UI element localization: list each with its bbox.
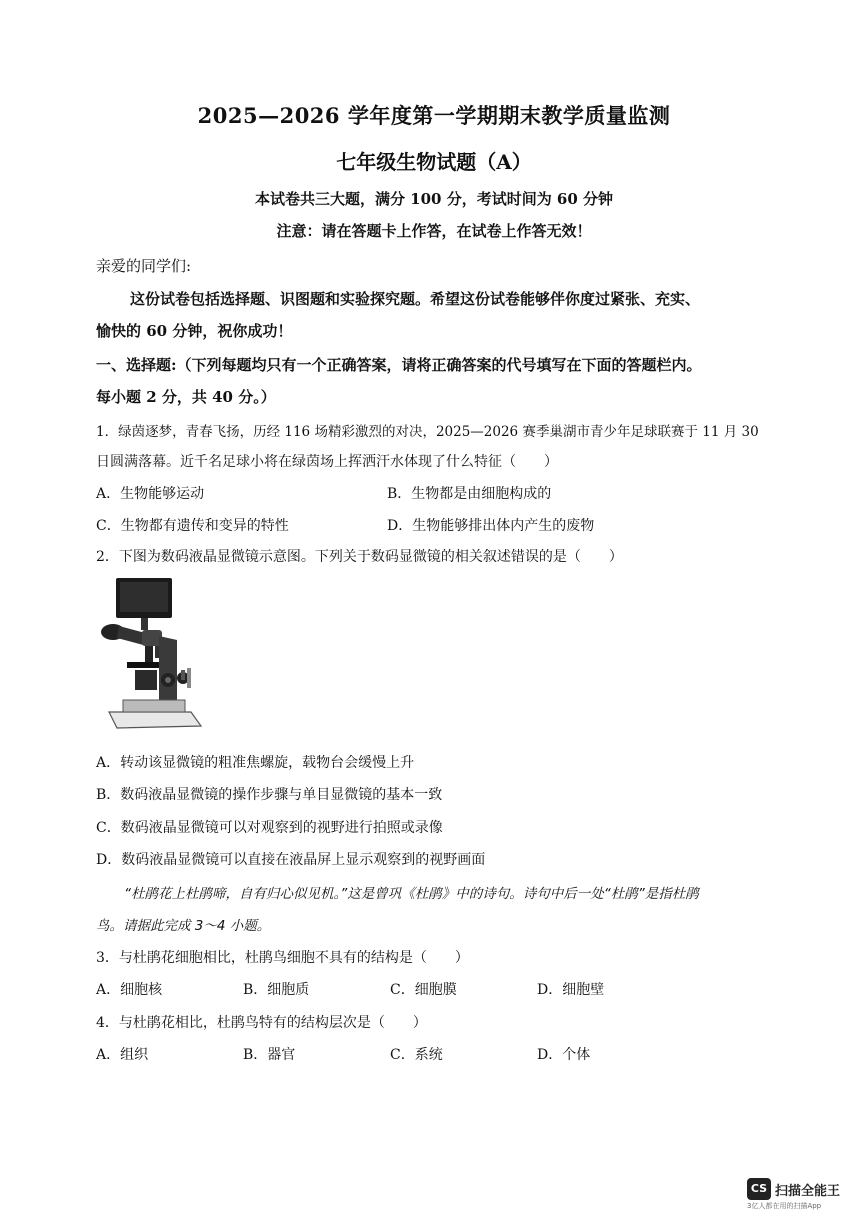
q2-option-d: D．数码液晶显微镜可以直接在液晶屏上显示观察到的视野画面 xyxy=(96,852,486,868)
section-1-scoring: 每小题 2 分，共 40 分。） xyxy=(96,388,276,406)
q2-option-b: B．数码液晶显微镜的操作步骤与单目显微镜的基本一致 xyxy=(96,787,443,803)
intro-line-2: 愉快的 60 分钟，祝你成功！ xyxy=(96,322,293,340)
watermark-tagline: 3亿人都在用的扫描App xyxy=(747,1202,822,1210)
exam-title: 2025—2026 学年度第一学期期末教学质量监测 xyxy=(197,103,671,128)
q3-option-a: A．细胞核 xyxy=(96,982,163,998)
q4-option-b: B．器官 xyxy=(243,1047,296,1063)
q2-stem: 2．下图为数码液晶显微镜示意图。下列关于数码显微镜的相关叙述错误的是（ ） xyxy=(96,549,623,565)
poem-passage-line-1: “杜鹃花上杜鹃啼，自有归心似见机。”这是曾巩《杜鹃》中的诗句。诗句中后一处“杜鹃”是指杜鹃 xyxy=(124,886,699,902)
q1-option-c: C．生物都有遗传和变异的特性 xyxy=(96,518,289,534)
q2-option-a: A．转动该显微镜的粗准焦螺旋，载物台会缓慢上升 xyxy=(96,755,415,771)
intro-line-1: 这份试卷包括选择题、识图题和实验探究题。希望这份试卷能够伴你度过紧张、充实、 xyxy=(130,290,701,308)
q1-option-d: D．生物能够排出体内产生的废物 xyxy=(387,518,595,534)
q3-option-b: B．细胞质 xyxy=(243,982,310,998)
exam-subtitle: 七年级生物试题（A） xyxy=(336,150,532,174)
digital-microscope-figure xyxy=(97,576,207,736)
q4-option-c: C．系统 xyxy=(390,1047,443,1063)
poem-passage-line-2: 鸟。请据此完成 3～4 小题。 xyxy=(96,918,271,934)
q1-option-b: B．生物都是由细胞构成的 xyxy=(387,486,552,502)
q3-option-d: D．细胞壁 xyxy=(537,982,605,998)
q3-option-c: C．细胞膜 xyxy=(390,982,457,998)
q4-stem: 4．与杜鹃花相比，杜鹃鸟特有的结构层次是（ ） xyxy=(96,1015,427,1031)
q4-option-a: A．组织 xyxy=(96,1047,149,1063)
camscanner-logo-icon: CS xyxy=(747,1178,771,1200)
scanner-watermark xyxy=(747,1178,843,1212)
greeting: 亲爱的同学们: xyxy=(96,257,192,275)
q2-option-c: C．数码液晶显微镜可以对观察到的视野进行拍照或录像 xyxy=(96,820,443,836)
q1-stem-line-2: 日圆满落幕。近千名足球小将在绿茵场上挥洒汗水体现了什么特征（ ） xyxy=(96,454,558,470)
exam-info: 本试卷共三大题，满分 100 分，考试时间为 60 分钟 xyxy=(254,190,614,208)
q3-stem: 3．与杜鹃花细胞相比，杜鹃鸟细胞不具有的结构是（ ） xyxy=(96,950,469,966)
q4-option-d: D．个体 xyxy=(537,1047,591,1063)
q1-option-a: A．生物能够运动 xyxy=(96,486,205,502)
watermark-app-name: 扫描全能王 xyxy=(775,1184,841,1199)
exam-notice: 注意：请在答题卡上作答，在试卷上作答无效！ xyxy=(276,222,592,240)
section-1-heading: 一、选择题:（下列每题均只有一个正确答案，请将正确答案的代号填写在下面的答题栏内。 xyxy=(96,356,702,374)
q1-stem-line-1: 1．绿茵逐梦，青春飞扬，历经 116 场精彩激烈的对决，2025—2026 赛季巢湖市青少年足球联赛于 11 月 30 xyxy=(96,424,759,440)
